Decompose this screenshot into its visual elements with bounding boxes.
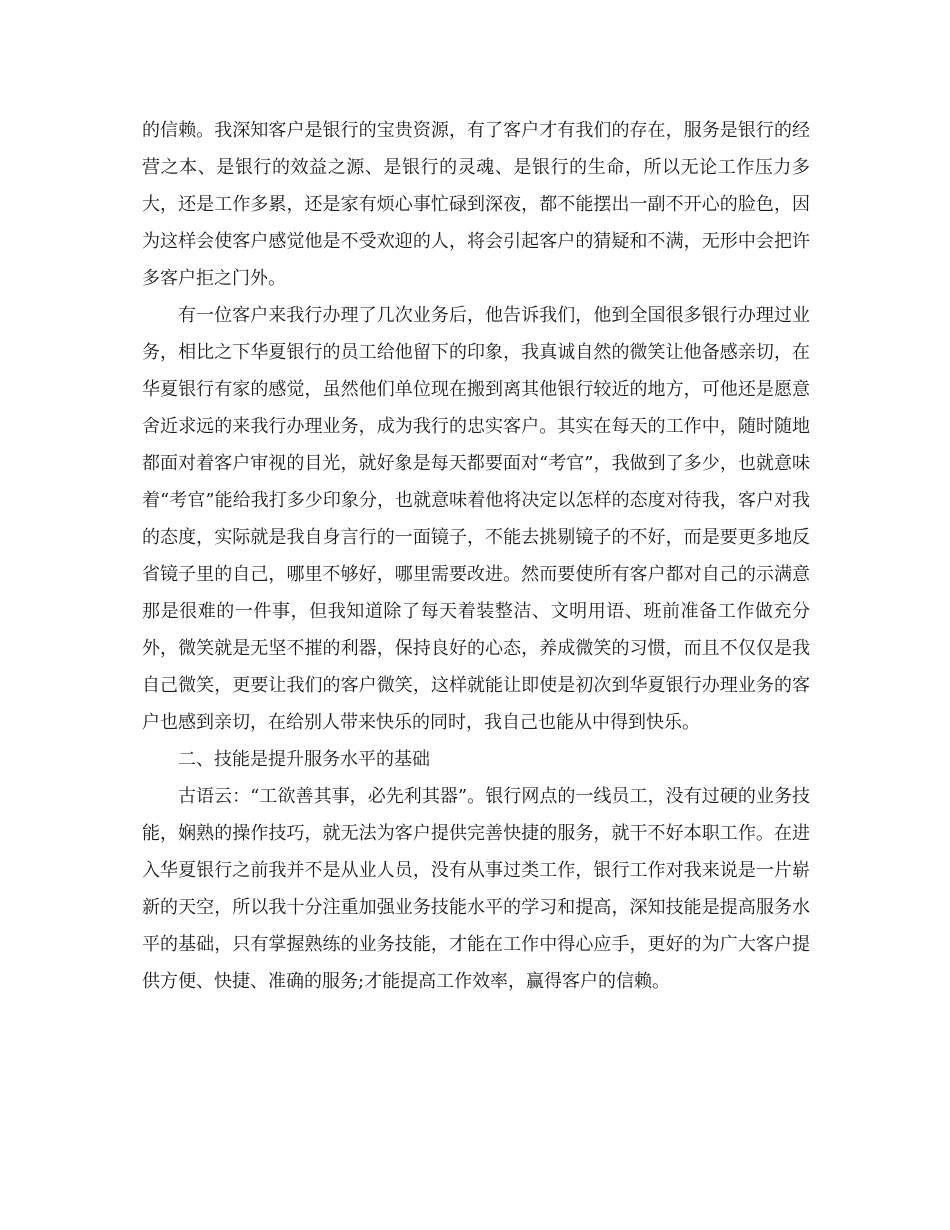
section-heading: 二、技能是提升服务水平的基础 (178, 749, 430, 770)
paragraph-3: 古语云：“工欲善其事，必先利其器”。银行网点的一线员工，没有过硬的业务技能，娴熟的操作技巧，就无法为客户提供完善快捷的服务，就干不好本职工作。在进入华夏银行之前我并不是从业人员，没有从事过类工作，银行工作对我来说是一片崭新的天空，所以我十分注重加强业务技能水平的学习和提高，深知技能是提高服务水平的基础，只有掌握熟练的业务技能，才能在工作中得心应手，更好的为广大客户提供方便、快捷、准确的服务;才能提高工作效率，赢得客户的信赖。 (142, 786, 810, 992)
document-page (142, 112, 810, 1000)
paragraph-1: 的信赖。我深知客户是银行的宝贵资源，有了客户才有我们的存在，服务是银行的经营之本、是银行的效益之源、是银行的灵魂、是银行的生命，所以无论工作压力多大，还是工作多累，还是家有烦心事忙碌到深夜，都不能摆出一副不开心的脸色，因为这样会使客户感觉他是不受欢迎的人，将会引起客户的猜疑和不满，无形中会把许多客户拒之门外。 (142, 120, 810, 289)
paragraph-2: 有一位客户来我行办理了几次业务后，他告诉我们，他到全国很多银行办理过业务，相比之下华夏银行的员工给他留下的印象，我真诚自然的微笑让他备感亲切，在华夏银行有家的感觉，虽然他们单位现在搬到离其他银行较近的地方，可他还是愿意舍近求远的来我行办理业务，成为我行的忠实客户。其实在每天的工作中，随时随地都面对着客户审视的目光，就好象是每天都要面对“考官”，我做到了多少，也就意味着“考官”能给我打多少印象分，也就意味着他将决定以怎样的态度对待我，客户对我的态度，实际就是我自身言行的一面镜子，不能去挑剔镜子的不好，而是要更多地反省镜子里的自己，哪里不够好，哪里需要改进。然而要使所有客户都对自己的示满意那是很难的一件事，但我知道除了每天着装整洁、文明用语、班前准备工作做充分外，微笑就是无坚不摧的利器，保持良好的心态，养成微笑的习惯，而且不仅仅是我自己微笑，更要让我们的客户微笑，这样就能让即使是初次到华夏银行办理业务的客户也感到亲切，在给别人带来快乐的同时，我自己也能从中得到快乐。 (142, 305, 810, 733)
